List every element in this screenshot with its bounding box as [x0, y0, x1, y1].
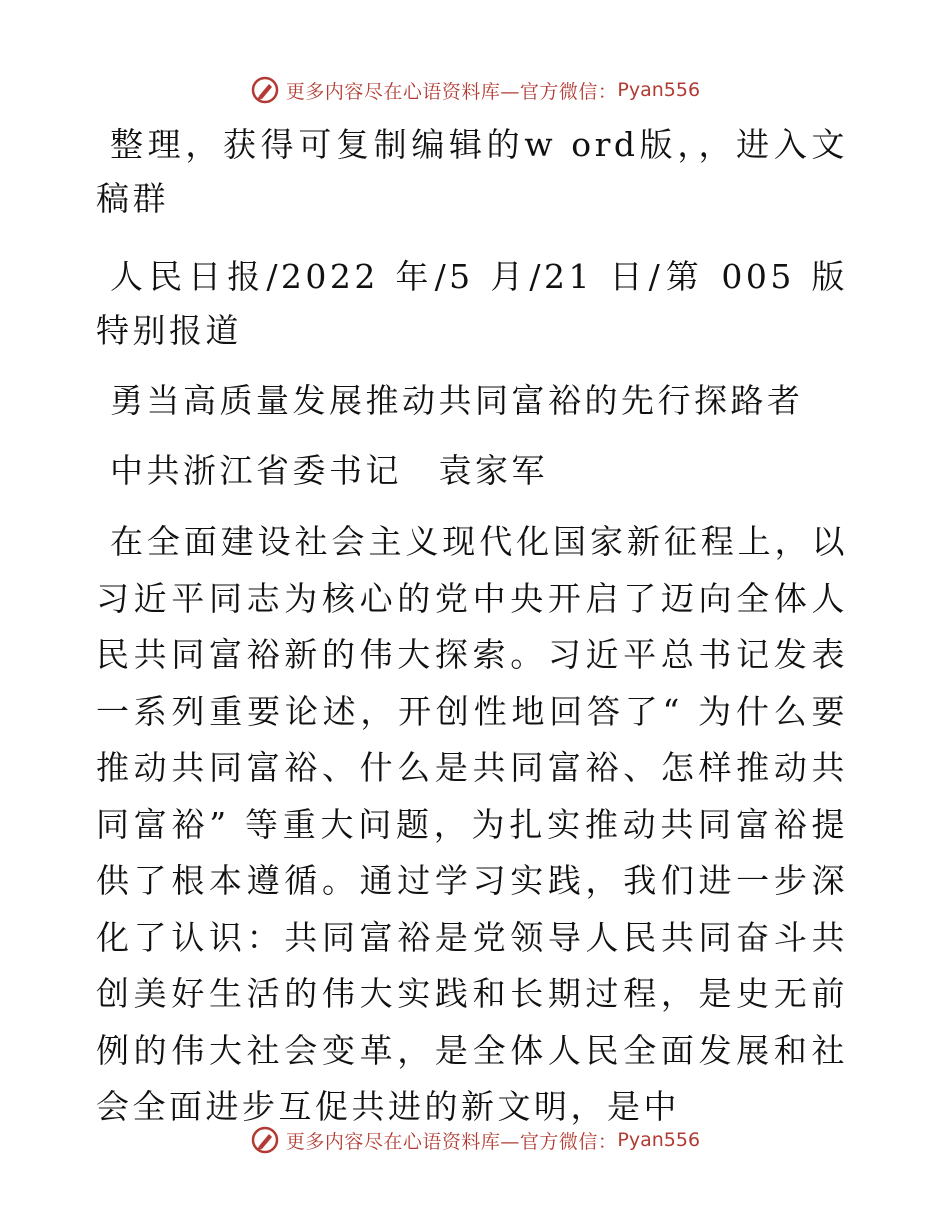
document-body	[96, 118, 848, 1136]
watermark-text: 更多内容尽在心语资料库—官方微信：	[285, 80, 618, 103]
pen-logo-icon	[250, 75, 280, 105]
article-author: 中共浙江省委书记 袁家军	[110, 451, 548, 490]
article-paragraph: 在全面建设社会主义现代化国家新征程上，以习近平同志为核心的党中央开启了迈向全体人民共同富裕新的伟大探索。习近平总书记发表一系列重要论述，开创性地回答了“ 为什么要推动共同富裕、什么是共同富裕、怎样推动共同富裕” 等重大问题，为扎实推动共同富裕提供了根本遵循。通过学习实践，我们进一步深化了认识：共同富裕是党领导人民共同奋斗共创美好生活的伟大实践和长期过程，是史无前例的伟大社会变革，是全体人民全面发展和社会全面进步互促共进的新文明，是中	[96, 522, 848, 1126]
source-line: 人民日报/2022 年/5 月/21 日/第 005 版特别报道	[96, 257, 848, 350]
footer-watermark	[0, 1120, 950, 1160]
watermark-wechat-id: Pyan556	[617, 1129, 701, 1151]
header-watermark	[0, 70, 950, 110]
watermark-wechat-id: Pyan556	[617, 79, 701, 101]
article-title: 勇当高质量发展推动共同富裕的先行探路者	[110, 381, 804, 420]
watermark-text: 更多内容尽在心语资料库—官方微信：	[285, 1130, 618, 1153]
pen-logo-icon	[250, 1125, 280, 1155]
intro-paragraph: 整理，获得可复制编辑的w ord版，，进入文稿群	[96, 125, 848, 218]
